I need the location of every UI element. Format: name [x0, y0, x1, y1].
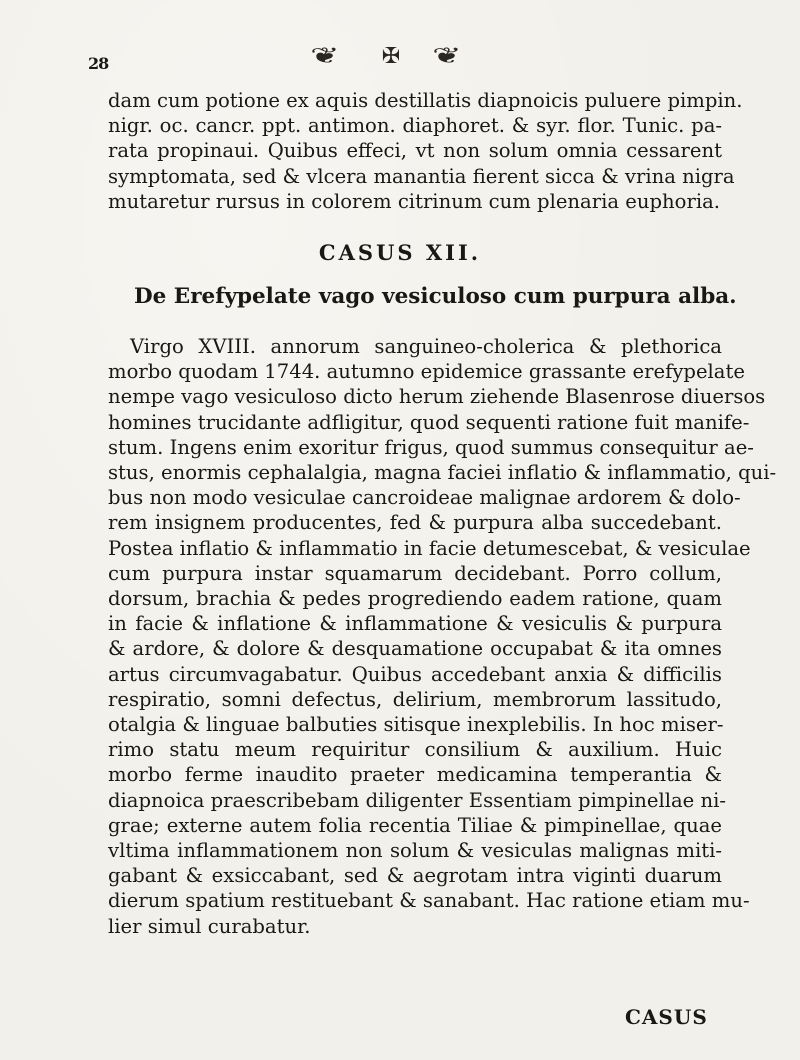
case-subheading: De Erefypelate vago vesiculoso cum purpura alba. [134, 284, 737, 309]
text-line: rem insignem producentes, fed & purpura alba succedebant. [108, 511, 722, 535]
case-passage [108, 334, 777, 939]
text-line: symptomata, sed & vlcera manantia fierent sicca & vrina nigra [108, 164, 735, 188]
text-line: nempe vago vesiculoso dicto herum ziehende Blasenrose diuersos [108, 385, 766, 409]
cross-ornament-icon: ✠ [381, 44, 419, 69]
text-line: vltima inflammationem non solum & vesiculas malignas miti- [108, 839, 722, 863]
text-line: artus circumvagabatur. Quibus accedebant anxia & difficilis [108, 662, 722, 686]
text-line: Postea inflatio & inflammatio in facie detumescebat, & vesiculae [108, 536, 751, 560]
text-line: diapnoica praescribebam diligenter Essentiam pimpinellae ni- [108, 788, 726, 812]
text-line: morbo ferme inaudito praeter medicamina temperantia & [108, 763, 722, 787]
text-line: in facie & inflatione & inflammatione & vesiculis & purpura [108, 612, 722, 636]
text-line: dierum spatium restituebant & sanabant. Hac ratione etiam mu- [108, 889, 750, 913]
text-line: otalgia & linguae balbuties sitisque inexplebilis. In hoc miser- [108, 713, 724, 737]
text-line: rata propinaui. Quibus effeci, vt non solum omnia cessarent [108, 139, 722, 163]
text-line: dorsum, brachia & pedes progrediendo eadem ratione, quam [108, 587, 722, 611]
text-line: mutaretur rursus in colorem citrinum cum plenaria euphoria. [108, 189, 720, 213]
text-line: nigr. oc. cancr. ppt. antimon. diaphoret. & syr. flor. Tunic. pa- [108, 114, 722, 138]
text-line: Virgo XVIII. annorum sanguineo-cholerica & plethorica [130, 335, 722, 358]
text-line: homines trucidante adfligitur, quod sequenti ratione fuit manife- [108, 410, 750, 434]
text-line: morbo quodam 1744. autumno epidemice grassante erefypelate [108, 360, 745, 384]
case-heading: CASUS XII. [318, 240, 482, 265]
text-line: stus, enormis cephalalgia, magna faciei inflatio & inflammatio, qui- [108, 461, 777, 485]
text-line: lier simul curabatur. [108, 914, 311, 938]
text-line: & ardore, & dolore & desquamatione occupabat & ita omnes [108, 637, 722, 661]
text-line: bus non modo vesiculae cancroideae malignae ardorem & dolo- [108, 486, 741, 510]
fleuron-left-icon: ❦ [310, 44, 369, 69]
text-line: cum purpura instar squamarum decidebant. Porro collum, [108, 561, 722, 585]
text-line: dam cum potione ex aquis destillatis diapnoicis puluere pimpin. [108, 89, 743, 112]
header-ornament [0, 44, 800, 69]
fleuron-right-icon: ❦ [431, 44, 490, 69]
page-number: 28 [88, 54, 109, 73]
text-line: rimo statu meum requiritur consilium & auxilium. Huic [108, 738, 722, 762]
text-line: stum. Ingens enim exoritur frigus, quod summus consequitur ae- [108, 435, 754, 459]
text-line: gabant & exsiccabant, sed & aegrotam intra viginti duarum [108, 864, 722, 888]
catchword: CASUS [625, 1005, 708, 1029]
text-line: grae; externe autem folia recentia Tiliae & pimpinellae, quae [108, 813, 722, 837]
text-line: respiratio, somni defectus, delirium, membrorum lassitudo, [108, 687, 722, 711]
passage-continuation [108, 88, 743, 214]
